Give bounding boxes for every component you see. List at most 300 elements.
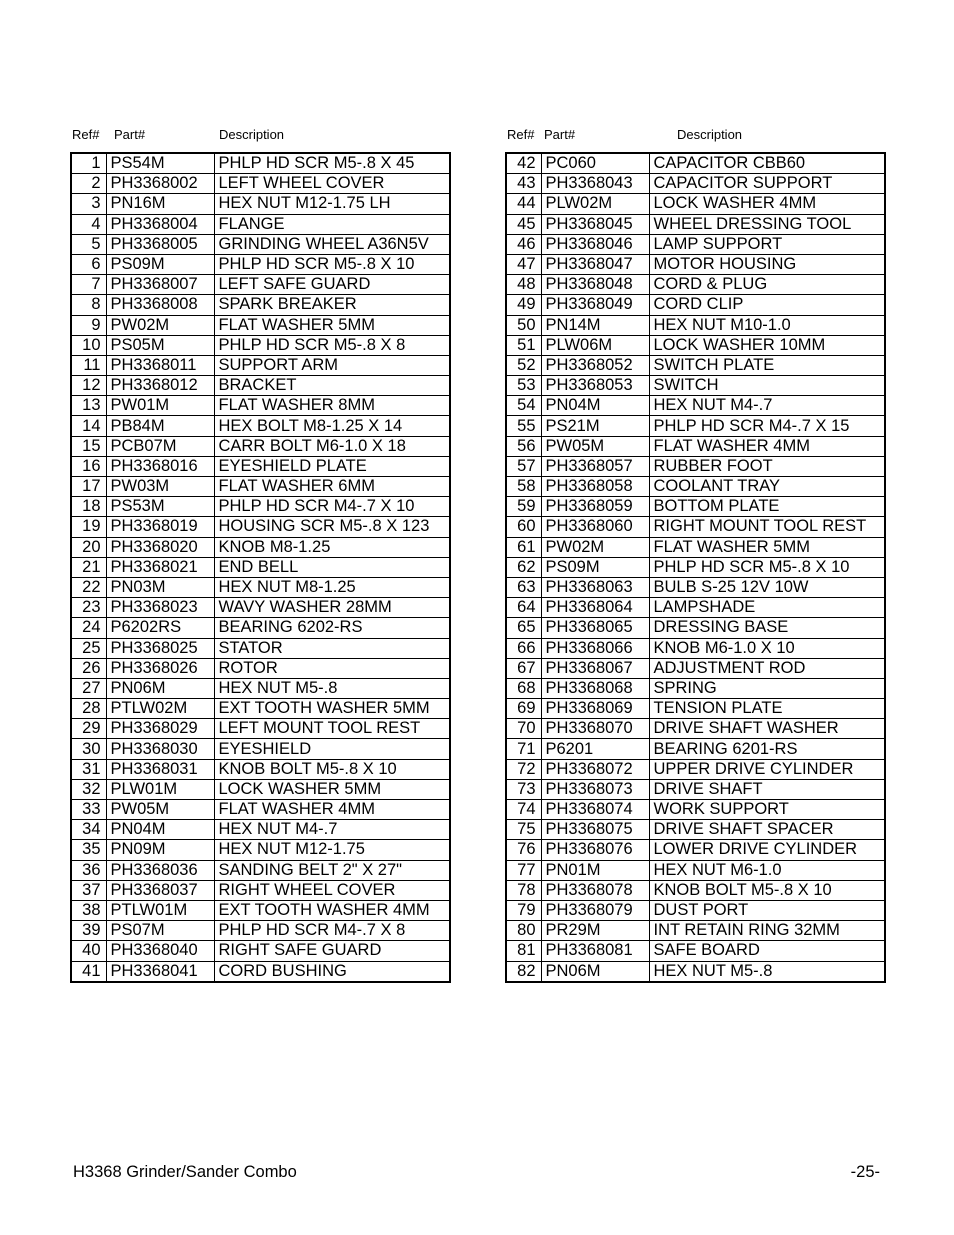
- description-cell: BEARING 6201-RS: [649, 739, 885, 759]
- table-row: [71, 557, 450, 577]
- ref-cell: 9: [71, 315, 106, 335]
- part-number-cell: PH3368048: [541, 275, 649, 295]
- description-cell: LEFT SAFE GUARD: [214, 275, 450, 295]
- description-cell: SUPPORT ARM: [214, 355, 450, 375]
- part-number-cell: PW03M: [106, 477, 214, 497]
- ref-cell: 59: [506, 497, 541, 517]
- description-cell: LAMP SUPPORT: [649, 234, 885, 254]
- ref-cell: 28: [71, 699, 106, 719]
- table-row: [506, 699, 885, 719]
- part-number-cell: PN16M: [106, 194, 214, 214]
- part-number-cell: PH3368049: [541, 295, 649, 315]
- ref-cell: 48: [506, 275, 541, 295]
- ref-cell: 37: [71, 880, 106, 900]
- part-number-cell: PH3368081: [541, 941, 649, 961]
- part-number-cell: PS07M: [106, 921, 214, 941]
- part-number-cell: PH3368008: [106, 295, 214, 315]
- ref-cell: 76: [506, 840, 541, 860]
- part-number-cell: PW02M: [541, 537, 649, 557]
- description-cell: HEX NUT M10-1.0: [649, 315, 885, 335]
- description-cell: HEX NUT M12-1.75 LH: [214, 194, 450, 214]
- table-row: [71, 194, 450, 214]
- left-table-header: [70, 126, 449, 152]
- table-row: [71, 254, 450, 274]
- description-cell: CORD BUSHING: [214, 961, 450, 982]
- ref-cell: 40: [71, 941, 106, 961]
- table-row: [71, 921, 450, 941]
- ref-cell: 47: [506, 254, 541, 274]
- description-cell: DRIVE SHAFT SPACER: [649, 820, 885, 840]
- ref-cell: 53: [506, 376, 541, 396]
- description-cell: HEX NUT M5-.8: [214, 678, 450, 698]
- table-row: [71, 497, 450, 517]
- part-number-cell: PH3368074: [541, 800, 649, 820]
- ref-cell: 62: [506, 557, 541, 577]
- table-row: [71, 315, 450, 335]
- part-number-cell: PN14M: [541, 315, 649, 335]
- description-cell: TENSION PLATE: [649, 699, 885, 719]
- description-cell: STATOR: [214, 638, 450, 658]
- description-cell: LEFT WHEEL COVER: [214, 174, 450, 194]
- ref-cell: 54: [506, 396, 541, 416]
- description-cell: FLAT WASHER 6MM: [214, 477, 450, 497]
- ref-cell: 69: [506, 699, 541, 719]
- right-table-header: [505, 126, 884, 152]
- table-row: [506, 577, 885, 597]
- table-row: [506, 840, 885, 860]
- part-number-cell: PH3368072: [541, 759, 649, 779]
- ref-cell: 29: [71, 719, 106, 739]
- part-number-cell: PH3368041: [106, 961, 214, 982]
- part-number-cell: PH3368047: [541, 254, 649, 274]
- table-row: [71, 941, 450, 961]
- table-row: [506, 194, 885, 214]
- table-row: [506, 880, 885, 900]
- description-cell: DRIVE SHAFT: [649, 779, 885, 799]
- description-cell: BULB S-25 12V 10W: [649, 577, 885, 597]
- table-row: [506, 214, 885, 234]
- table-row: [506, 416, 885, 436]
- description-cell: PHLP HD SCR M5-.8 X 45: [214, 153, 450, 174]
- description-cell: SAFE BOARD: [649, 941, 885, 961]
- table-row: [506, 658, 885, 678]
- ref-cell: 8: [71, 295, 106, 315]
- part-number-cell: PS09M: [106, 254, 214, 274]
- table-row: [506, 537, 885, 557]
- right-parts-table: [505, 152, 886, 983]
- description-cell: CARR BOLT M6-1.0 X 18: [214, 436, 450, 456]
- table-row: [506, 517, 885, 537]
- ref-cell: 60: [506, 517, 541, 537]
- ref-cell: 25: [71, 638, 106, 658]
- description-cell: BRACKET: [214, 376, 450, 396]
- ref-cell: 77: [506, 860, 541, 880]
- footer-title: H3368 Grinder/Sander Combo: [73, 1163, 297, 1181]
- part-number-cell: PH3368023: [106, 598, 214, 618]
- ref-cell: 27: [71, 678, 106, 698]
- table-row: [506, 638, 885, 658]
- description-cell: END BELL: [214, 557, 450, 577]
- description-cell: LOWER DRIVE CYLINDER: [649, 840, 885, 860]
- part-number-cell: PH3368079: [541, 900, 649, 920]
- description-cell: HEX NUT M6-1.0: [649, 860, 885, 880]
- part-header: Part#: [114, 127, 146, 142]
- description-cell: CAPACITOR CBB60: [649, 153, 885, 174]
- ref-header: Ref#: [72, 127, 100, 142]
- table-row: [506, 800, 885, 820]
- part-number-cell: PW05M: [541, 436, 649, 456]
- ref-cell: 71: [506, 739, 541, 759]
- description-cell: KNOB M8-1.25: [214, 537, 450, 557]
- part-number-cell: PH3368020: [106, 537, 214, 557]
- description-cell: FLAT WASHER 5MM: [649, 537, 885, 557]
- description-cell: SWITCH PLATE: [649, 355, 885, 375]
- description-cell: HEX NUT M4-.7: [649, 396, 885, 416]
- part-number-cell: PH3368019: [106, 517, 214, 537]
- part-number-cell: PH3368064: [541, 598, 649, 618]
- ref-cell: 45: [506, 214, 541, 234]
- part-number-cell: PH3368026: [106, 658, 214, 678]
- part-number-cell: PH3368016: [106, 456, 214, 476]
- part-number-cell: PH3368002: [106, 174, 214, 194]
- table-row: [71, 295, 450, 315]
- part-number-cell: PH3368043: [541, 174, 649, 194]
- part-number-cell: P6201: [541, 739, 649, 759]
- part-number-cell: PN09M: [106, 840, 214, 860]
- part-number-cell: PTLW01M: [106, 900, 214, 920]
- part-number-cell: PS21M: [541, 416, 649, 436]
- table-row: [506, 234, 885, 254]
- table-row: [71, 961, 450, 982]
- ref-cell: 52: [506, 355, 541, 375]
- ref-cell: 23: [71, 598, 106, 618]
- table-row: [71, 416, 450, 436]
- part-number-cell: PH3368059: [541, 497, 649, 517]
- description-cell: RIGHT SAFE GUARD: [214, 941, 450, 961]
- part-number-cell: PN06M: [541, 961, 649, 982]
- left-parts-column: [70, 126, 449, 983]
- ref-cell: 58: [506, 477, 541, 497]
- part-number-cell: PH3368030: [106, 739, 214, 759]
- table-row: [506, 678, 885, 698]
- table-row: [71, 860, 450, 880]
- part-number-cell: PH3368005: [106, 234, 214, 254]
- table-row: [71, 618, 450, 638]
- part-number-cell: PH3368052: [541, 355, 649, 375]
- ref-cell: 5: [71, 234, 106, 254]
- description-cell: DRESSING BASE: [649, 618, 885, 638]
- description-cell: SANDING BELT 2" X 27": [214, 860, 450, 880]
- table-row: [506, 355, 885, 375]
- table-row: [506, 456, 885, 476]
- table-row: [71, 638, 450, 658]
- ref-cell: 18: [71, 497, 106, 517]
- table-row: [71, 699, 450, 719]
- table-row: [71, 658, 450, 678]
- description-cell: PHLP HD SCR M4-.7 X 15: [649, 416, 885, 436]
- description-cell: HEX NUT M5-.8: [649, 961, 885, 982]
- part-number-cell: P6202RS: [106, 618, 214, 638]
- part-number-cell: PW05M: [106, 800, 214, 820]
- ref-cell: 24: [71, 618, 106, 638]
- ref-cell: 31: [71, 759, 106, 779]
- ref-cell: 68: [506, 678, 541, 698]
- description-cell: SPARK BREAKER: [214, 295, 450, 315]
- table-row: [71, 477, 450, 497]
- description-cell: RUBBER FOOT: [649, 456, 885, 476]
- description-cell: KNOB BOLT M5-.8 X 10: [214, 759, 450, 779]
- description-cell: EYESHIELD: [214, 739, 450, 759]
- ref-cell: 11: [71, 355, 106, 375]
- description-cell: PHLP HD SCR M4-.7 X 8: [214, 921, 450, 941]
- part-number-cell: PH3368057: [541, 456, 649, 476]
- table-row: [506, 759, 885, 779]
- part-number-cell: PH3368076: [541, 840, 649, 860]
- part-number-cell: PTLW02M: [106, 699, 214, 719]
- description-cell: LEFT MOUNT TOOL REST: [214, 719, 450, 739]
- ref-cell: 81: [506, 941, 541, 961]
- table-row: [71, 174, 450, 194]
- table-row: [71, 577, 450, 597]
- table-row: [71, 214, 450, 234]
- ref-cell: 39: [71, 921, 106, 941]
- ref-cell: 79: [506, 900, 541, 920]
- ref-cell: 4: [71, 214, 106, 234]
- ref-cell: 65: [506, 618, 541, 638]
- part-number-cell: PS05M: [106, 335, 214, 355]
- description-cell: COOLANT TRAY: [649, 477, 885, 497]
- table-row: [506, 719, 885, 739]
- description-cell: EXT TOOTH WASHER 5MM: [214, 699, 450, 719]
- ref-cell: 80: [506, 921, 541, 941]
- part-number-cell: PH3368058: [541, 477, 649, 497]
- description-cell: HEX BOLT M8-1.25 X 14: [214, 416, 450, 436]
- ref-header: Ref#: [507, 127, 535, 142]
- ref-cell: 78: [506, 880, 541, 900]
- description-cell: PHLP HD SCR M5-.8 X 8: [214, 335, 450, 355]
- table-row: [506, 779, 885, 799]
- description-cell: HOUSING SCR M5-.8 X 123: [214, 517, 450, 537]
- part-number-cell: PH3368012: [106, 376, 214, 396]
- description-cell: RIGHT MOUNT TOOL REST: [649, 517, 885, 537]
- description-cell: WORK SUPPORT: [649, 800, 885, 820]
- table-row: [506, 860, 885, 880]
- table-row: [506, 477, 885, 497]
- description-cell: BEARING 6202-RS: [214, 618, 450, 638]
- description-cell: RIGHT WHEEL COVER: [214, 880, 450, 900]
- ref-cell: 33: [71, 800, 106, 820]
- table-row: [71, 759, 450, 779]
- table-row: [71, 456, 450, 476]
- part-number-cell: PH3368053: [541, 376, 649, 396]
- description-cell: EXT TOOTH WASHER 4MM: [214, 900, 450, 920]
- ref-cell: 36: [71, 860, 106, 880]
- description-cell: PHLP HD SCR M5-.8 X 10: [214, 254, 450, 274]
- description-cell: HEX NUT M8-1.25: [214, 577, 450, 597]
- part-number-cell: PC060: [541, 153, 649, 174]
- part-number-cell: PH3368029: [106, 719, 214, 739]
- description-cell: PHLP HD SCR M5-.8 X 10: [649, 557, 885, 577]
- ref-cell: 3: [71, 194, 106, 214]
- table-row: [506, 315, 885, 335]
- right-parts-column: [505, 126, 884, 983]
- ref-cell: 30: [71, 739, 106, 759]
- part-number-cell: PLW01M: [106, 779, 214, 799]
- part-number-cell: PCB07M: [106, 436, 214, 456]
- description-cell: LOCK WASHER 4MM: [649, 194, 885, 214]
- ref-cell: 55: [506, 416, 541, 436]
- ref-cell: 20: [71, 537, 106, 557]
- ref-cell: 10: [71, 335, 106, 355]
- part-number-cell: PH3368004: [106, 214, 214, 234]
- table-row: [506, 900, 885, 920]
- part-number-cell: PH3368073: [541, 779, 649, 799]
- table-row: [506, 275, 885, 295]
- ref-cell: 13: [71, 396, 106, 416]
- ref-cell: 46: [506, 234, 541, 254]
- part-number-cell: PS53M: [106, 497, 214, 517]
- part-header: Part#: [544, 127, 576, 142]
- ref-cell: 6: [71, 254, 106, 274]
- table-row: [71, 537, 450, 557]
- table-row: [71, 739, 450, 759]
- description-cell: MOTOR HOUSING: [649, 254, 885, 274]
- table-row: [71, 376, 450, 396]
- ref-cell: 19: [71, 517, 106, 537]
- part-number-cell: PW02M: [106, 315, 214, 335]
- description-cell: DUST PORT: [649, 900, 885, 920]
- part-number-cell: PH3368045: [541, 214, 649, 234]
- description-cell: ADJUSTMENT ROD: [649, 658, 885, 678]
- description-cell: FLAT WASHER 8MM: [214, 396, 450, 416]
- ref-cell: 82: [506, 961, 541, 982]
- ref-cell: 35: [71, 840, 106, 860]
- part-number-cell: PH3368040: [106, 941, 214, 961]
- table-row: [506, 921, 885, 941]
- ref-cell: 32: [71, 779, 106, 799]
- part-number-cell: PN01M: [541, 860, 649, 880]
- description-cell: LOCK WASHER 10MM: [649, 335, 885, 355]
- description-cell: PHLP HD SCR M4-.7 X 10: [214, 497, 450, 517]
- description-cell: SPRING: [649, 678, 885, 698]
- part-number-cell: PH3368063: [541, 577, 649, 597]
- ref-cell: 73: [506, 779, 541, 799]
- description-cell: ROTOR: [214, 658, 450, 678]
- part-number-cell: PH3368025: [106, 638, 214, 658]
- ref-cell: 64: [506, 598, 541, 618]
- part-number-cell: PB84M: [106, 416, 214, 436]
- ref-cell: 42: [506, 153, 541, 174]
- table-row: [506, 153, 885, 174]
- ref-cell: 26: [71, 658, 106, 678]
- ref-cell: 16: [71, 456, 106, 476]
- ref-cell: 1: [71, 153, 106, 174]
- part-number-cell: PN06M: [106, 678, 214, 698]
- part-number-cell: PH3368011: [106, 355, 214, 375]
- description-cell: LOCK WASHER 5MM: [214, 779, 450, 799]
- part-number-cell: PS54M: [106, 153, 214, 174]
- ref-cell: 49: [506, 295, 541, 315]
- ref-cell: 41: [71, 961, 106, 982]
- part-number-cell: PW01M: [106, 396, 214, 416]
- table-row: [71, 396, 450, 416]
- ref-cell: 17: [71, 477, 106, 497]
- part-number-cell: PH3368070: [541, 719, 649, 739]
- table-row: [506, 557, 885, 577]
- table-row: [506, 295, 885, 315]
- description-cell: FLAT WASHER 4MM: [649, 436, 885, 456]
- description-cell: FLAT WASHER 5MM: [214, 315, 450, 335]
- table-row: [71, 880, 450, 900]
- table-row: [71, 820, 450, 840]
- table-row: [71, 800, 450, 820]
- part-number-cell: PH3368067: [541, 658, 649, 678]
- description-cell: LAMPSHADE: [649, 598, 885, 618]
- ref-cell: 67: [506, 658, 541, 678]
- ref-cell: 75: [506, 820, 541, 840]
- part-number-cell: PN04M: [106, 820, 214, 840]
- ref-cell: 2: [71, 174, 106, 194]
- description-cell: DRIVE SHAFT WASHER: [649, 719, 885, 739]
- ref-cell: 51: [506, 335, 541, 355]
- description-cell: SWITCH: [649, 376, 885, 396]
- part-number-cell: PH3368031: [106, 759, 214, 779]
- table-row: [71, 678, 450, 698]
- part-number-cell: PN04M: [541, 396, 649, 416]
- ref-cell: 38: [71, 900, 106, 920]
- table-row: [71, 234, 450, 254]
- ref-cell: 57: [506, 456, 541, 476]
- description-cell: FLANGE: [214, 214, 450, 234]
- left-parts-table: [70, 152, 451, 983]
- table-row: [71, 275, 450, 295]
- description-cell: BOTTOM PLATE: [649, 497, 885, 517]
- part-number-cell: PH3368046: [541, 234, 649, 254]
- ref-cell: 15: [71, 436, 106, 456]
- description-cell: UPPER DRIVE CYLINDER: [649, 759, 885, 779]
- description-cell: GRINDING WHEEL A36N5V: [214, 234, 450, 254]
- ref-cell: 61: [506, 537, 541, 557]
- description-cell: KNOB BOLT M5-.8 X 10: [649, 880, 885, 900]
- ref-cell: 56: [506, 436, 541, 456]
- table-row: [506, 436, 885, 456]
- table-row: [71, 779, 450, 799]
- part-number-cell: PH3368069: [541, 699, 649, 719]
- ref-cell: 50: [506, 315, 541, 335]
- part-number-cell: PH3368066: [541, 638, 649, 658]
- part-number-cell: PH3368075: [541, 820, 649, 840]
- description-cell: HEX NUT M4-.7: [214, 820, 450, 840]
- table-row: [506, 961, 885, 982]
- part-number-cell: PS09M: [541, 557, 649, 577]
- table-row: [71, 335, 450, 355]
- table-row: [71, 719, 450, 739]
- description-cell: HEX NUT M12-1.75: [214, 840, 450, 860]
- ref-cell: 66: [506, 638, 541, 658]
- part-number-cell: PH3368068: [541, 678, 649, 698]
- part-number-cell: PH3368007: [106, 275, 214, 295]
- part-number-cell: PR29M: [541, 921, 649, 941]
- part-number-cell: PH3368065: [541, 618, 649, 638]
- part-number-cell: PH3368036: [106, 860, 214, 880]
- part-number-cell: PH3368078: [541, 880, 649, 900]
- ref-cell: 12: [71, 376, 106, 396]
- description-header: Description: [219, 127, 285, 142]
- table-row: [71, 598, 450, 618]
- table-row: [506, 739, 885, 759]
- table-row: [71, 153, 450, 174]
- ref-cell: 63: [506, 577, 541, 597]
